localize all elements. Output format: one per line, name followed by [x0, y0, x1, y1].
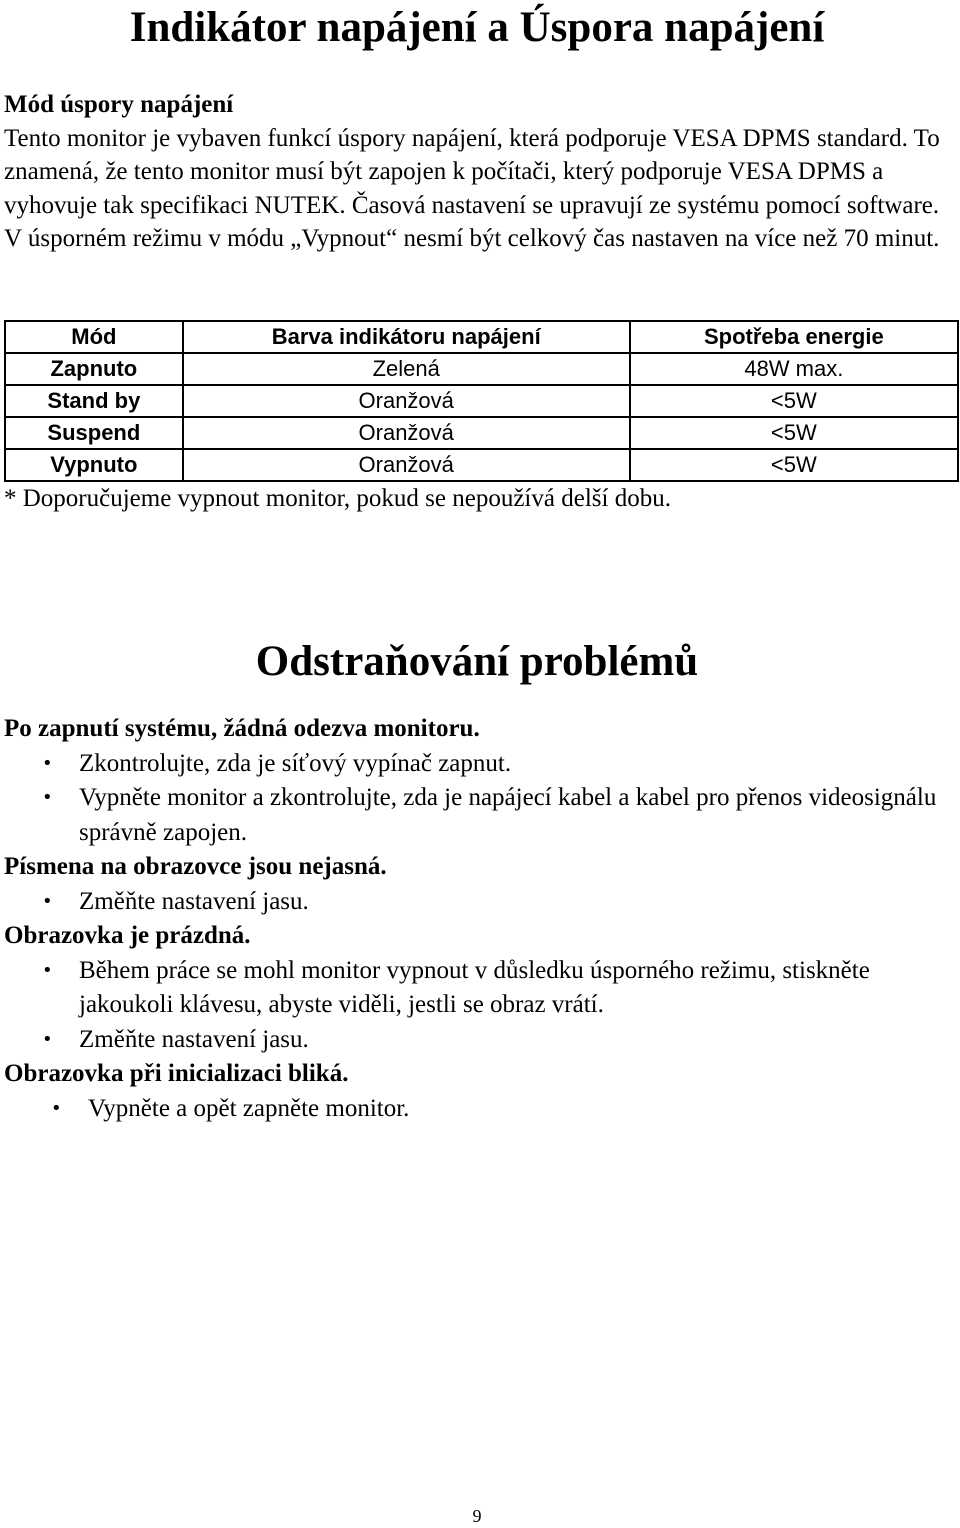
bullet-icon: • — [42, 959, 53, 981]
page-title-power: Indikátor napájení a Úspora napájení — [129, 4, 825, 51]
cell-indicator-color: Zelená — [183, 353, 630, 385]
list-item — [4, 1092, 954, 1127]
problem-heading: Písmena na obrazovce jsou nejasná. — [4, 853, 387, 880]
header-mode: Mód — [5, 321, 183, 353]
bullet-icon: • — [51, 1097, 62, 1119]
cell-mode: Zapnuto — [5, 353, 183, 385]
power-saving-paragraph: Tento monitor je vybaven funkcí úspory napájení, která podporuje VESA DPMS standard. To znamená, že tento monitor musí být zapojen k počítači, který podporuje VESA DPMS a vyhovuje tak specifikaci NUTEK. Časová nastavení se upravují ze systému pomocí software. V úsporném režimu v módu „Vypnout“ nesmí být celkový čas nastaven na více než 70 minut. — [4, 124, 940, 252]
header-indicator-color: Barva indikátoru napájení — [183, 321, 630, 353]
list-item — [4, 954, 954, 1023]
bullet-icon: • — [42, 890, 53, 912]
power-saving-heading: Mód úspory napájení — [4, 91, 234, 118]
solution-text: Vypněte monitor a zkontrolujte, zda je napájecí kabel a kabel pro přenos videosignálu správně zapojen. — [79, 784, 937, 846]
table-row — [5, 385, 958, 417]
power-mode-table — [4, 320, 959, 482]
power-saving-section — [4, 88, 954, 256]
cell-power-consumption: <5W — [630, 449, 958, 481]
list-item — [4, 781, 954, 850]
bullet-icon: • — [42, 787, 53, 808]
cell-mode: Vypnuto — [5, 449, 183, 481]
list-item — [4, 1023, 954, 1058]
solution-list — [4, 747, 954, 851]
problem-heading: Po zapnutí systému, žádná odezva monitoru. — [4, 715, 480, 742]
table-row — [5, 353, 958, 385]
solution-text: Změňte nastavení jasu. — [79, 1025, 309, 1053]
power-table-note: * Doporučujeme vypnout monitor, pokud se nepoužívá delší dobu. — [4, 485, 671, 512]
page-number: 9 — [472, 1506, 482, 1526]
table-row — [5, 417, 958, 449]
cell-indicator-color: Oranžová — [183, 385, 630, 417]
solution-list — [4, 954, 954, 1058]
table-row — [5, 449, 958, 481]
cell-power-consumption: 48W max. — [630, 353, 958, 385]
header-power-consumption: Spotřeba energie — [630, 321, 958, 353]
list-item — [4, 885, 954, 920]
list-item — [4, 747, 954, 782]
troubleshooting-section — [4, 712, 954, 1126]
cell-indicator-color: Oranžová — [183, 449, 630, 481]
cell-power-consumption: <5W — [630, 385, 958, 417]
solution-text: Změňte nastavení jasu. — [79, 887, 309, 915]
solution-text: Vypněte a opět zapněte monitor. — [88, 1094, 410, 1122]
page-title-troubleshooting: Odstraňování problémů — [255, 638, 699, 685]
solution-list — [4, 885, 954, 920]
problem-heading: Obrazovka při inicializaci bliká. — [4, 1060, 349, 1087]
problem-heading: Obrazovka je prázdná. — [4, 922, 251, 949]
solution-text: Zkontrolujte, zda je síťový vypínač zapnut. — [79, 749, 512, 777]
cell-mode: Stand by — [5, 385, 183, 417]
bullet-icon: • — [42, 752, 53, 774]
solution-text: Během práce se mohl monitor vypnout v důsledku úsporného režimu, stiskněte jakoukoli klávesu, abyste viděli, jestli se obraz vrátí. — [79, 956, 870, 1018]
cell-power-consumption: <5W — [630, 417, 958, 449]
cell-mode: Suspend — [5, 417, 183, 449]
table-header-row — [5, 321, 958, 353]
cell-indicator-color: Oranžová — [183, 417, 630, 449]
bullet-icon: • — [42, 1028, 53, 1050]
solution-list — [4, 1092, 954, 1127]
